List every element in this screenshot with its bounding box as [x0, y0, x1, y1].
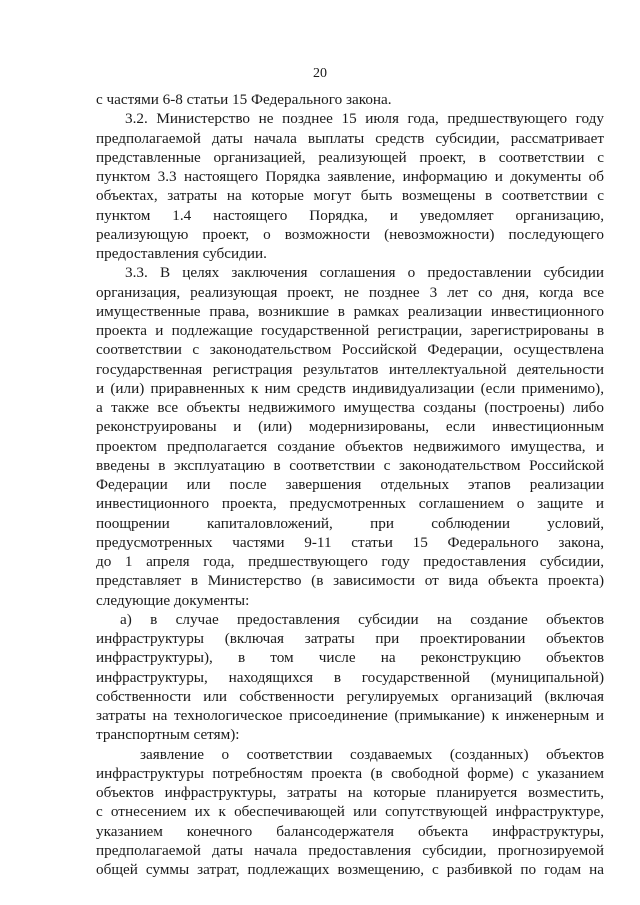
text-line: соответствии с законодательством Российской Федерации, осуществлена [96, 341, 604, 359]
paragraph-3-2-start: 3.2. Министерство не позднее 15 июля года, предшествующего году [125, 110, 604, 128]
text-line: объектов инфраструктуры, затраты на которые планируется возместить, [96, 784, 604, 801]
text-line: государственная регистрация результатов интеллектуальной деятельности [96, 360, 604, 378]
text-line: транспортным сетям): [96, 726, 240, 744]
text-line: объектах, затраты на которые могут быть возмещены в соответствии с [96, 187, 604, 205]
text-line: организация, реализующая проект, не позднее 3 лет со дня, когда все [96, 283, 604, 301]
text-line: поощрении капиталовложений, при соблюдении условий, [96, 514, 604, 532]
text-line: и (или) приравненных к ним средств индивидуализации (если применимо), [96, 379, 604, 397]
text-line: пунктом 3.3 настоящего Порядка заявление, информацию и документы об [96, 168, 604, 185]
text-line: инфраструктуры), в том числе на реконструкцию объектов [96, 649, 604, 667]
page-number: 20 [313, 66, 327, 81]
text-line: предоставления субсидии. [96, 245, 267, 262]
text-line: введены в эксплуатацию в соответствии с законодательством Российской [96, 456, 604, 474]
text-line: общей суммы затрат, подлежащих возмещению, с разбивкой по годам на [96, 861, 604, 878]
text-line: проекта и подлежащие государственной регистрации, зарегистрированы в [96, 322, 604, 339]
text-line: реконструированы и (или) модернизированы, если инвестиционным [96, 418, 604, 436]
text-line: до 1 апреля года, предшествующего году предоставления субсидии, [96, 553, 604, 570]
text-line: собственности или собственности регулируемых организаций (включая [96, 687, 604, 705]
text-line: с частями 6-8 статьи 15 Федерального закона. [96, 91, 392, 108]
text-line: предполагаемой даты начала предоставления субсидии, прогнозируемой [96, 841, 604, 859]
text-line: инфраструктуры потребностям проекта (в свободной форме) с указанием [96, 764, 604, 782]
text-line: реализующую проект, о возможности (невозможности) последующего [96, 225, 604, 243]
paragraph-3-3-start: 3.3. В целях заключения соглашения о предоставлении субсидии [125, 264, 604, 282]
text-line: а также все объекты недвижимого имущества созданы (построены) либо [96, 399, 604, 416]
text-line: Федерации или после завершения отдельных этапов реализации [96, 476, 604, 493]
text-line: предполагаемой даты начала выплаты средств субсидии, рассматривает [96, 129, 604, 147]
text-line: с отнесением их к обеспечивающей или сопутствующей инфраструктуре, [96, 803, 604, 821]
text-line: представляет в Министерство (в зависимости от вида объекта проекта) [96, 572, 604, 590]
text-line: пунктом 1.4 настоящего Порядка, и уведомляет организацию, [96, 206, 604, 224]
text-line: инфраструктуры, находящихся в государственной (муниципальной) [96, 668, 604, 686]
document-body [96, 90, 604, 879]
subitem-a-start: а) в случае предоставления субсидии на создание объектов [120, 610, 604, 628]
text-line: затраты на технологическое присоединение (примыкание) к инженерным и [96, 707, 604, 724]
text-line: следующие документы: [96, 591, 250, 609]
text-line: инвестиционного проекта, предусмотренных соглашением о защите и [96, 495, 604, 513]
text-line: предусмотренных частями 9-11 статьи 15 Федерального закона, [96, 533, 604, 551]
application-paragraph-start: заявление о соответствии создаваемых (созданных) объектов [140, 745, 604, 763]
text-line: инфраструктуры (включая затраты при проектировании объектов [96, 630, 604, 647]
text-line: проектом предполагается создание объектов недвижимого имущества, и [96, 437, 604, 455]
text-line: имущественные права, возникшие в рамках реализации инвестиционного [96, 302, 604, 320]
text-line: представленные организацией, реализующей проект, в соответствии с [96, 148, 604, 166]
text-line: указанием конечного балансодержателя объекта инфраструктуры, [96, 822, 604, 840]
